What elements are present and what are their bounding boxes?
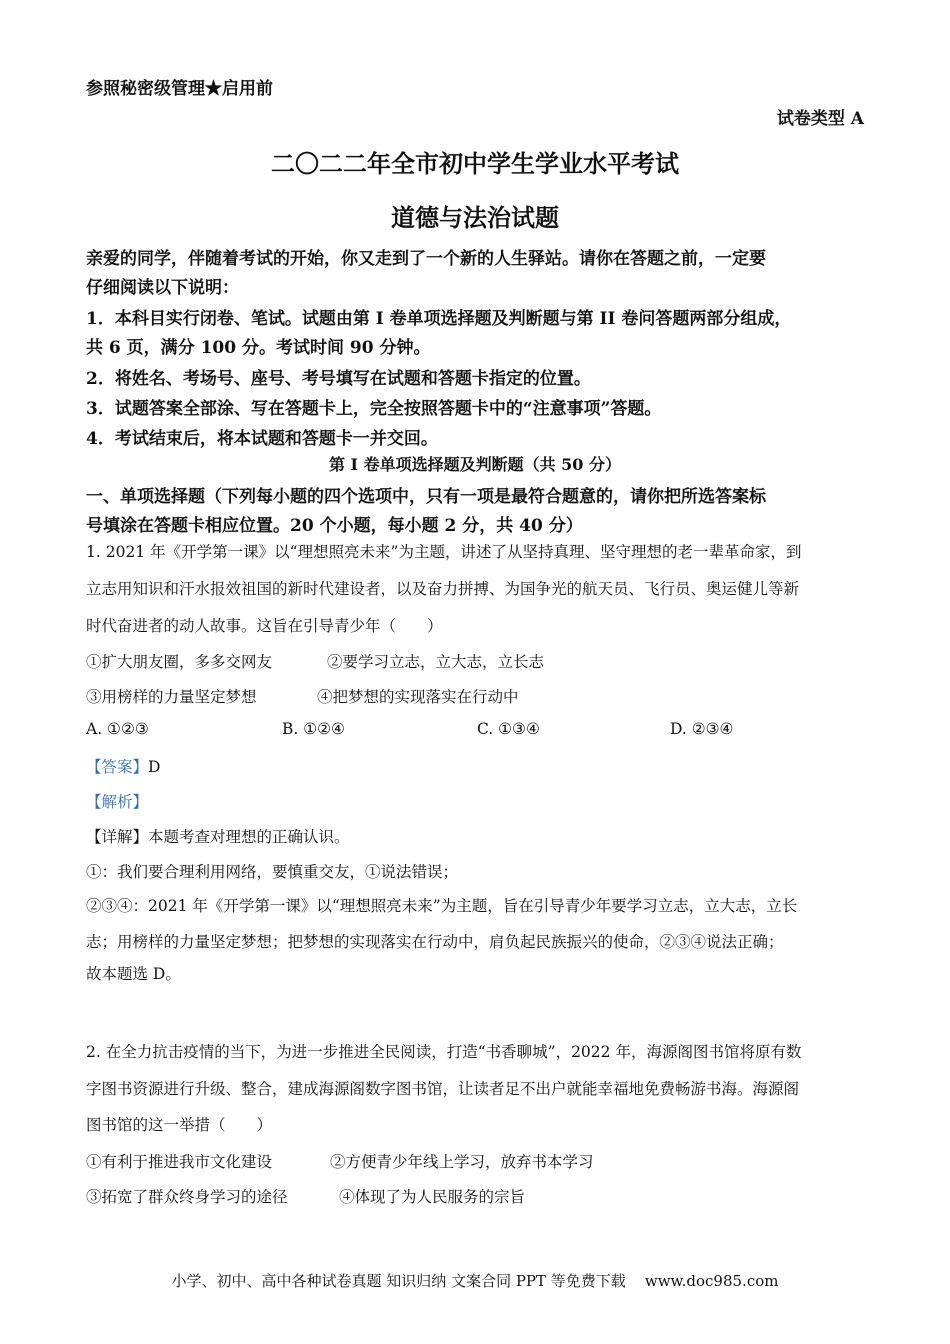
- part-heading-2: 号填涂在答题卡相应位置。20 个小题，每小题 2 分，共 40 分）: [86, 516, 583, 536]
- q1-explanation-4: 故本题选 D。: [86, 965, 181, 983]
- q1-explanation-2: ②③④：2021 年《开学第一课》以“理想照亮未来”为主题，旨在引导青少年要学习立志，立大志，立长: [86, 897, 798, 915]
- instruction-1a: 1．本科目实行闭卷、笔试。试题由第 I 卷单项选择题及判断题与第 II 卷问答题两部分组成，: [86, 309, 792, 329]
- answer-tag: 【答案】: [86, 758, 149, 776]
- q2-stem-line-1: 2. 在全力抗击疫情的当下，为进一步推进全民阅读，打造“书香聊城”，2022 年，海源阁图书馆将原有数: [86, 1043, 802, 1061]
- instruction-2: 2．将姓名、考场号、座号、考号填写在试题和答题卡指定的位置。: [86, 369, 591, 389]
- q1-stem-line-3: 时代奋进者的动人故事。这旨在引导青少年（ ）: [86, 617, 443, 635]
- q1-option-b: B. ①②④: [282, 720, 345, 738]
- intro-line-1: 亲爱的同学，伴随着考试的开始，你又走到了一个新的人生驿站。请你在答题之前，一定要: [86, 249, 766, 269]
- q2-choice-1: ①有利于推进我市文化建设: [86, 1153, 273, 1171]
- paper-type-label: 试卷类型 A: [776, 109, 864, 129]
- exam-title: 二〇二二年全市初中学生学业水平考试: [271, 149, 679, 178]
- q2-stem-line-2: 字图书资源进行升级、整合，建成海源阁数字图书馆，让读者足不出户就能幸福地免费畅游书海。海源阁: [86, 1080, 800, 1098]
- q2-choice-3: ③拓宽了群众终身学习的途径: [86, 1188, 288, 1206]
- exam-subtitle: 道德与法治试题: [391, 203, 559, 232]
- q1-option-a: A. ①②③: [86, 720, 149, 738]
- q1-option-c: C. ①③④: [477, 720, 540, 738]
- q2-stem-line-3: 图书馆的这一举措（ ）: [86, 1116, 273, 1134]
- q2-choice-4: ④体现了为人民服务的宗旨: [339, 1188, 526, 1206]
- instruction-1b: 共 6 页，满分 100 分。考试时间 90 分钟。: [86, 338, 431, 358]
- q1-answer: [86, 755, 160, 777]
- instruction-4: 4．考试结束后，将本试题和答题卡一并交回。: [86, 429, 438, 449]
- q1-explanation-1: ①：我们要合理利用网络，要慎重交友，①说法错误；: [86, 863, 459, 881]
- q1-explanation-3: 志；用榜样的力量坚定梦想；把梦想的实现落实在行动中，肩负起民族振兴的使命，②③④说法正确；: [86, 933, 784, 951]
- q1-stem-line-2: 立志用知识和汗水报效祖国的新时代建设者，以及奋力拼搏、为国争光的航天员、飞行员、奥运健儿等新: [86, 580, 800, 598]
- footer-site-link[interactable]: www.doc985.com: [644, 1272, 779, 1290]
- q1-detail: 【详解】本题考查对理想的正确认识。: [86, 828, 350, 846]
- q1-choice-4: ④把梦想的实现落实在行动中: [317, 688, 519, 706]
- q1-stem-line-1: 1. 2021 年《开学第一课》以“理想照亮未来”为主题，讲述了从坚持真理、坚守理想的老一辈革命家，到: [86, 543, 802, 561]
- intro-line-2: 仔细阅读以下说明：: [86, 278, 239, 298]
- section-heading: 第 I 卷单项选择题及判断题（共 50 分）: [328, 455, 622, 474]
- q1-choice-1: ①扩大朋友圈，多多交网友: [86, 653, 273, 671]
- part-heading-1: 一、单项选择题（下列每小题的四个选项中，只有一项是最符合题意的，请你把所选答案标: [86, 487, 766, 507]
- q2-choice-2: ②方便青少年线上学习，放弃书本学习: [330, 1153, 594, 1171]
- answer-value: D: [148, 758, 161, 776]
- q1-option-d: D. ②③④: [670, 720, 734, 738]
- q1-choice-2: ②要学习立志，立大志，立长志: [327, 653, 545, 671]
- analysis-tag: 【解析】: [86, 793, 149, 811]
- footer: [0, 1270, 950, 1291]
- confidentiality-note: 参照秘密级管理★启用前: [86, 79, 273, 99]
- footer-text: 小学、初中、高中各种试卷真题 知识归纳 文案合同 PPT 等免费下载: [171, 1272, 626, 1290]
- instruction-3: 3．试题答案全部涂、写在答题卡上，完全按照答题卡中的“注意事项”答题。: [86, 399, 662, 419]
- q1-choice-3: ③用榜样的力量坚定梦想: [86, 688, 257, 706]
